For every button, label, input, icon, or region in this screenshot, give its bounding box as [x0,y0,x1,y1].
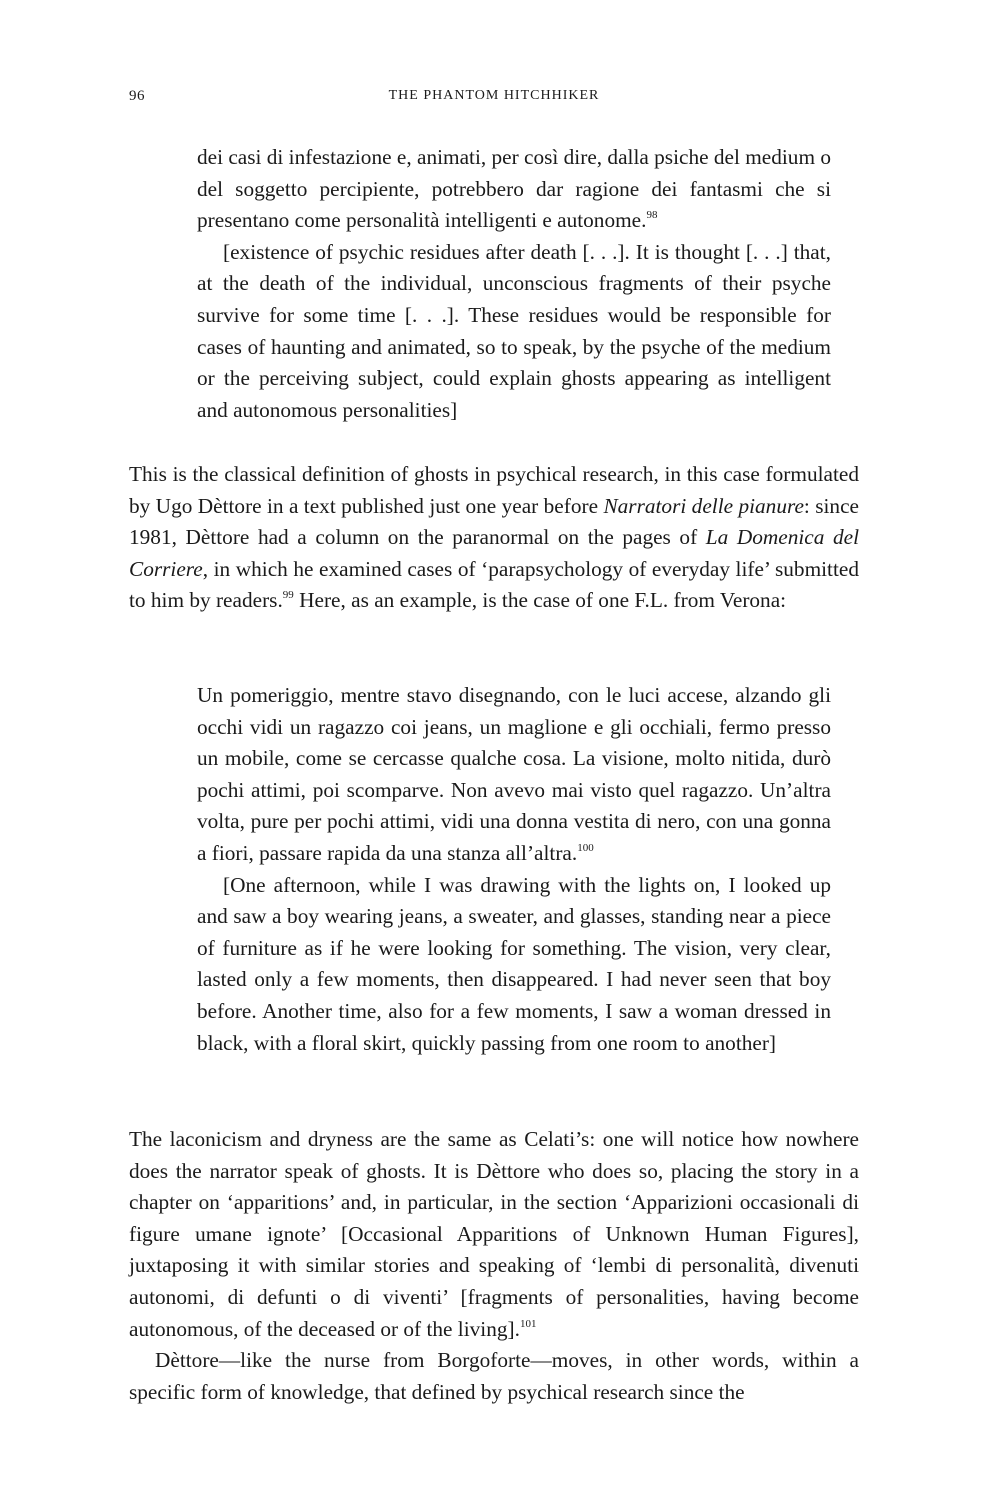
paragraph-3: Dèttore—like the nurse from Borgoforte—moves, in other words, within a specific form of knowledge, that defined by psychical research since the [129,1348,859,1404]
block-quote-1 [197,142,831,426]
footnote-ref-101[interactable]: 101 [519,1317,537,1330]
paragraph-1 [129,459,859,617]
quote-1-translation: [existence of psychic residues after death [. . .]. It is thought [. . .] that, at the death of the individual, unconscious fragments of their psyche survive for some time [. . .]. These residues would be responsible for cases of haunting and animated, so to speak, by the psyche of the medium or the perceiving subject, could explain ghosts appearing as intelligent and autonomous personalities] [197,239,831,422]
paragraph-2 [129,1124,859,1408]
para-1-text-a: This is the classical definition of ghosts in psychical research, in this case formulated by Ugo Dèttore in a text published just one year before [129,462,859,518]
footnote-ref-99[interactable]: 99 [282,589,294,602]
title-narratori-delle-pianure: Narratori delle pianure [603,493,804,518]
running-title: THE PHANTOM HITCHHIKER [388,88,600,103]
block-quote-2 [197,680,831,1059]
title-la-domenica-del-corriere: La Domenica del Corriere [129,525,859,581]
para-1-text-d: Here, as an example, is the case of one F.L. from Verona: [293,588,787,613]
quote-1-italian-text: dei casi di infestazione e, animati, per così dire, dalla psiche del medium o del soggetto percipiente, potrebbero dar ragione dei fantasmi che si presentano come personalità intelligenti e autonome. [197,145,831,233]
page-header [129,88,859,110]
quote-2-translation: [One afternoon, while I was drawing with the lights on, I looked up and saw a boy wearing jeans, a sweater, and glasses, standing near a piece of furniture as if he were looking for something. The vision, very clear, lasted only a few moments, then disappeared. I had never seen that boy before. Another time, also for a few moments, I saw a woman dressed in black, with a floral skirt, quickly passing from one room to another] [197,872,831,1055]
para-1-text-c: , in which he examined cases of ‘parapsychology of everyday life’ submitted to him by readers. [129,556,859,613]
para-2-text: The laconicism and dryness are the same as Celati’s: one will notice how nowhere does the narrator speak of ghosts. It is Dèttore who does so, placing the story in a chapter on ‘apparitions’ and, in particular, in the section ‘Apparizioni occasionali di figure umane ignote’ [Occasional Apparitions of Unknown Human Figures], juxtaposing it with similar stories and speaking of ‘lembi di personalità, divenuti autonomi, di defunti o di viventi’ [fragments of personalities, having become autonomous, of the deceased or of the living]. [129,1127,859,1341]
quote-2-italian-text: Un pomeriggio, mentre stavo disegnando, con le luci accese, alzando gli occhi vidi un ragazzo coi jeans, un maglione e gli occhiali, fermo presso un mobile, come se cercasse qualche cosa. La visione, molto nitida, durò pochi attimi, poi scomparve. Non avevo mai visto quel ragazzo. Un’altra volta, pure per pochi attimi, vidi una donna vestita di nero, con una gonna a fiori, passare rapida da una stanza all’altra. [197,683,831,865]
quote-1-italian [197,142,831,237]
page-number: 96 [129,88,145,104]
quote-2-italian [197,680,831,870]
para-1-text-b: : since 1981, Dèttore had a column on the paranormal on the pages of [129,493,859,550]
footnote-ref-98[interactable]: 98 [646,209,658,222]
footnote-ref-100[interactable]: 100 [577,841,594,854]
